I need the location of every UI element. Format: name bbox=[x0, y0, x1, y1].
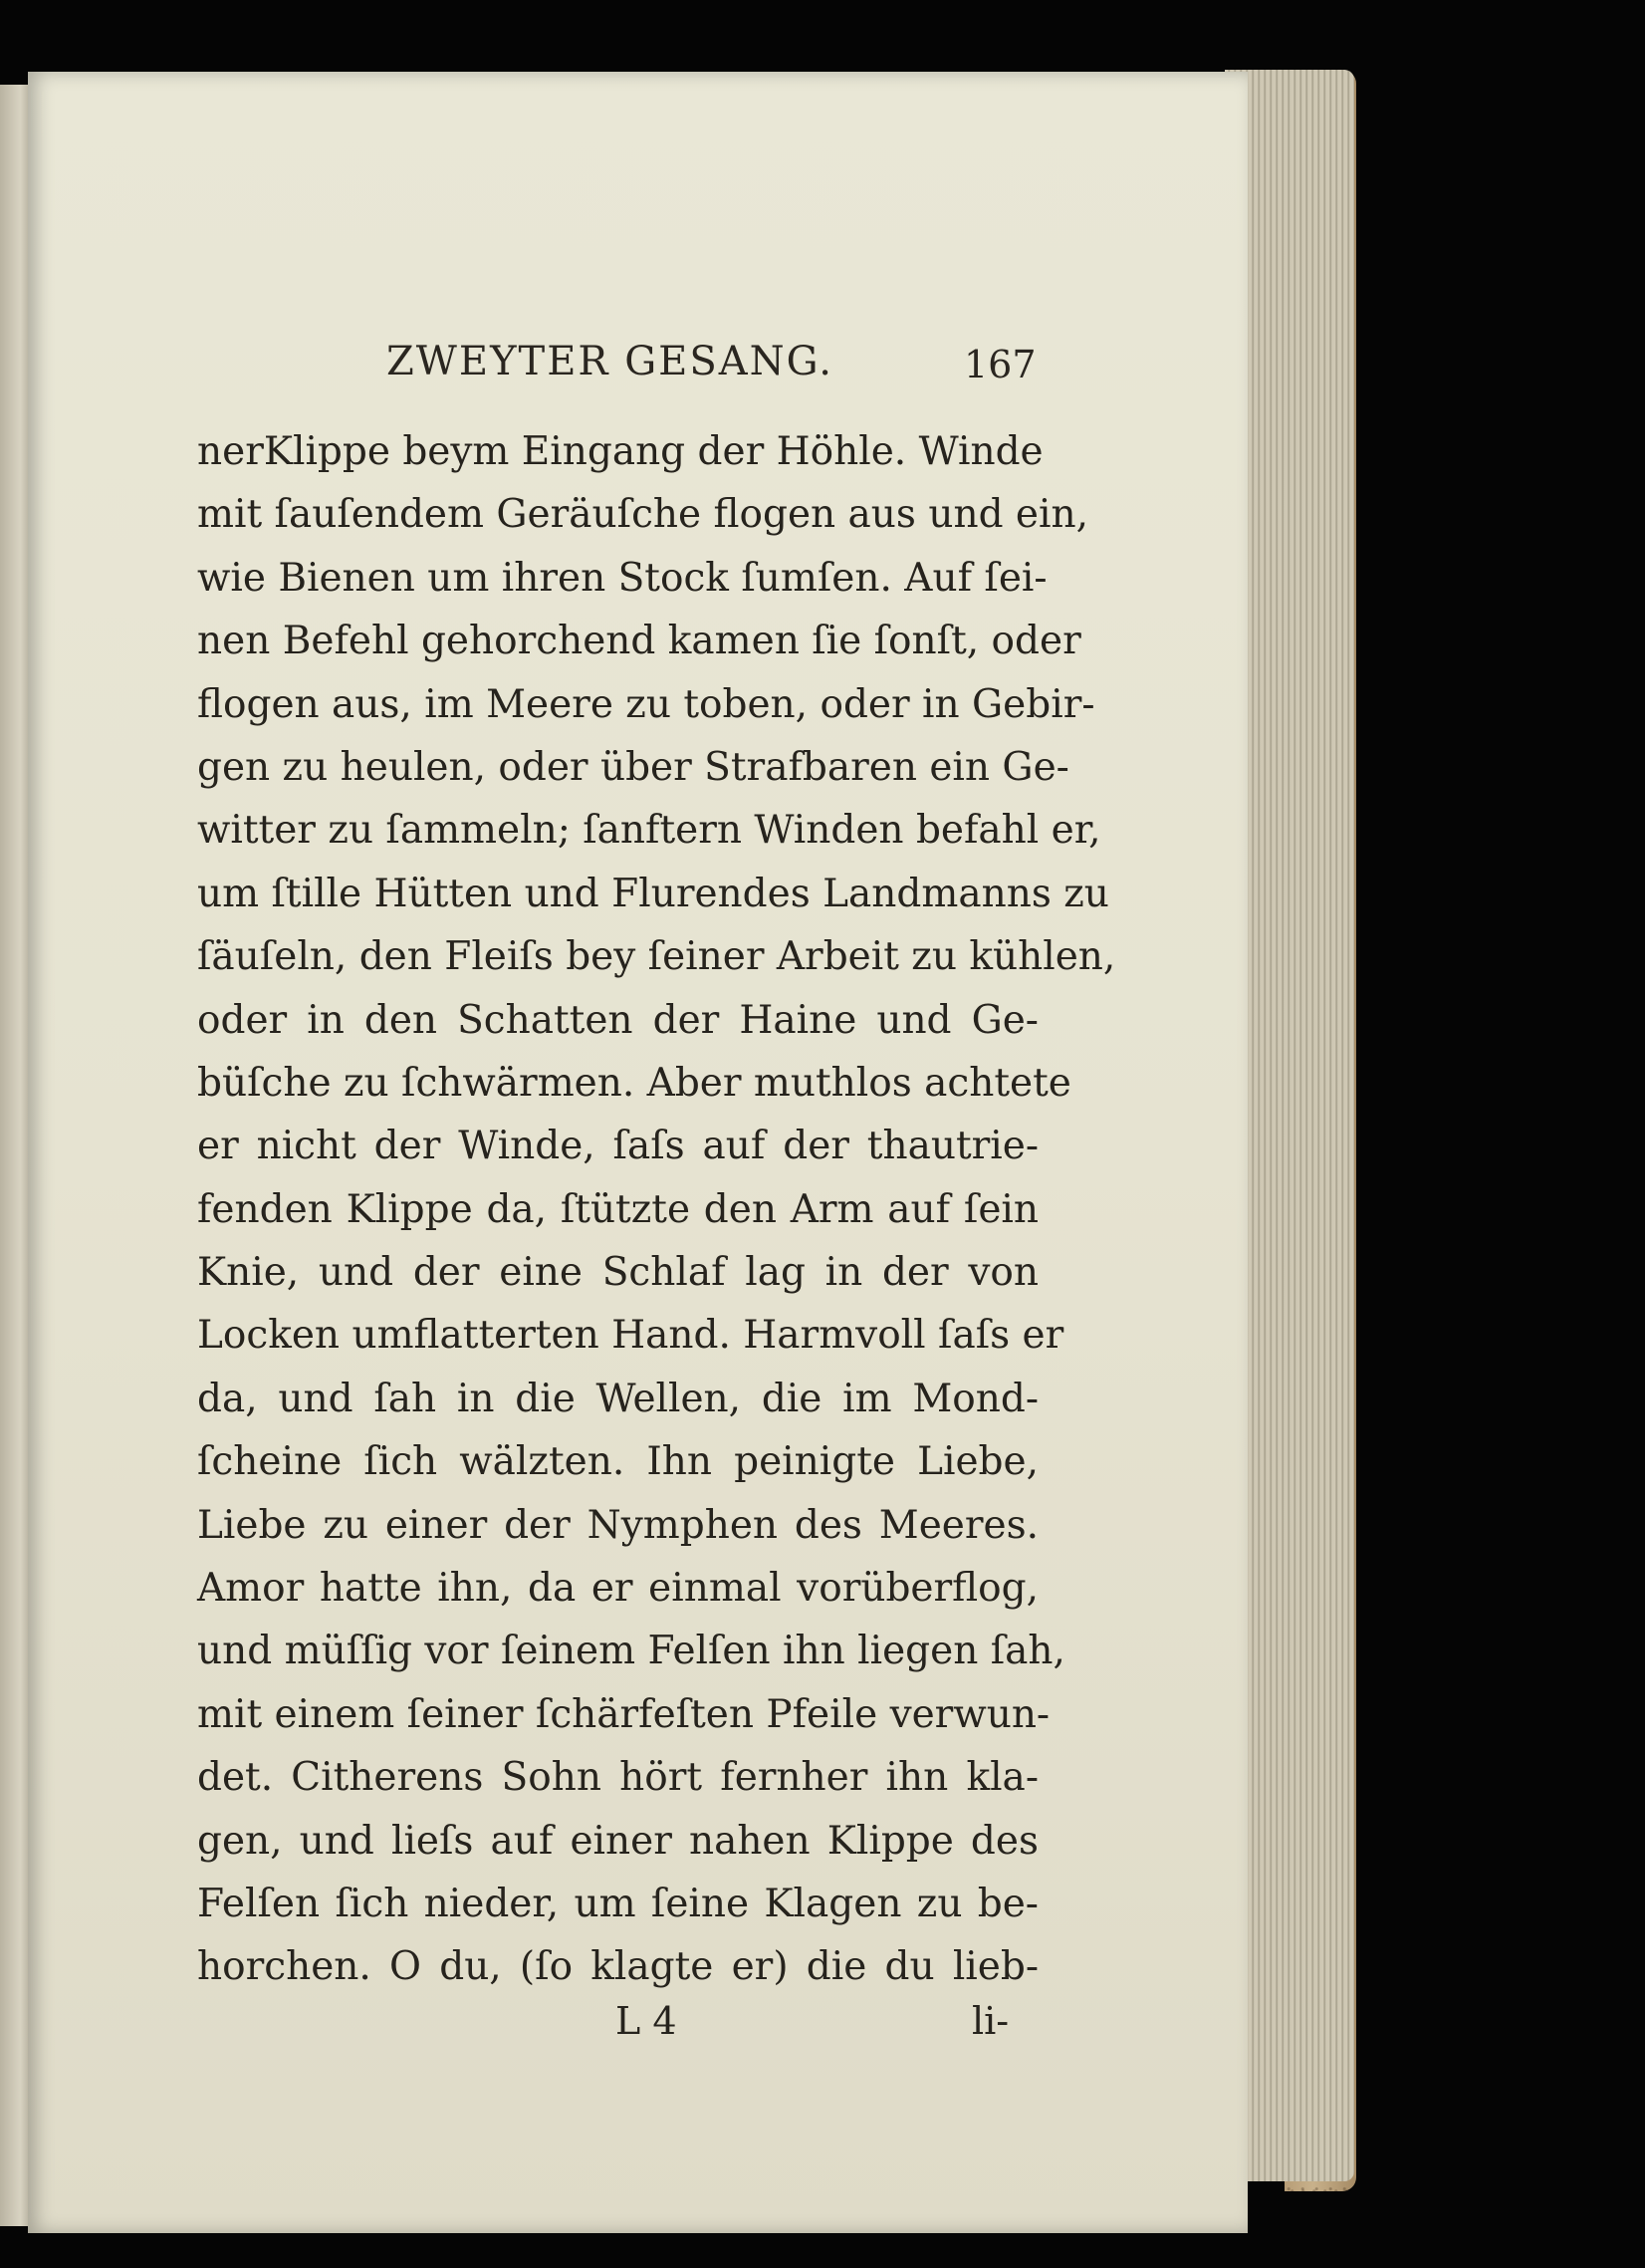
text-line: um ſtille Hütten und Flurendes Landmanns zu bbox=[197, 871, 1109, 916]
text-line: Felſen ſich nieder, um ſeine Klagen zu be- bbox=[197, 1881, 1039, 1926]
text-line: gen, und lieſs auf einer nahen Klippe des bbox=[197, 1818, 1039, 1864]
text-line: oder in den Schatten der Haine und Ge- bbox=[197, 997, 1039, 1043]
text-line: nerKlippe beym Eingang der Höhle. Winde bbox=[197, 429, 1044, 474]
text-line: mit ſauſendem Geräuſche flogen aus und ein, bbox=[197, 492, 1089, 538]
body-text bbox=[197, 420, 1116, 1999]
book-page bbox=[28, 72, 1248, 2233]
text-line: er nicht der Winde, ſaſs auf der thautrie- bbox=[197, 1124, 1039, 1169]
signature-mark: L 4 bbox=[615, 1999, 677, 2043]
text-line: flogen aus, im Meere zu toben, oder in Gebir- bbox=[197, 681, 1095, 727]
text-line: horchen. O du, (ſo klagte er) die du lieb- bbox=[197, 1944, 1039, 1990]
text-line: witter zu ſammeln; ſanftern Winden befahl er, bbox=[197, 808, 1101, 854]
text-line: fenden Klippe da, ſtützte den Arm auf ſein bbox=[197, 1186, 1039, 1232]
text-line: gen zu heulen, oder über Strafbaren ein Ge- bbox=[197, 744, 1069, 790]
text-line: Locken umflatterten Hand. Harmvoll ſaſs er bbox=[197, 1313, 1064, 1359]
text-line: nen Befehl gehorchend kamen ſie ſonſt, oder bbox=[197, 619, 1081, 664]
text-line: Knie, und der eine Schlaf lag in der von bbox=[197, 1250, 1039, 1296]
running-head: ZWEYTER GESANG. bbox=[386, 339, 833, 384]
catchword: li- bbox=[972, 1999, 1010, 2043]
text-line: wie Bienen um ihren Stock ſumſen. Auf ſei- bbox=[197, 555, 1048, 601]
page-number: 167 bbox=[964, 343, 1037, 386]
text-line: mit einem ſeiner ſchärfeſten Pfeile verwun- bbox=[197, 1691, 1051, 1737]
text-line: büſche zu ſchwärmen. Aber muthlos achtete bbox=[197, 1060, 1071, 1106]
text-line: ſcheine ſich wälzten. Ihn peinigte Liebe, bbox=[197, 1439, 1039, 1485]
text-line: da, und ſah in die Wellen, die im Mond- bbox=[197, 1376, 1039, 1421]
text-line: Amor hatte ihn, da er einmal vorüberflog, bbox=[197, 1566, 1039, 1612]
text-line: ſäuſeln, den Fleiſs bey ſeiner Arbeit zu kühlen, bbox=[197, 934, 1116, 980]
text-line: Liebe zu einer der Nymphen des Meeres. bbox=[197, 1502, 1039, 1548]
text-line: und müſſig vor ſeinem Felſen ihn liegen ſah, bbox=[197, 1629, 1065, 1674]
text-line: det. Citherens Sohn hört fernher ihn kla- bbox=[197, 1755, 1039, 1801]
